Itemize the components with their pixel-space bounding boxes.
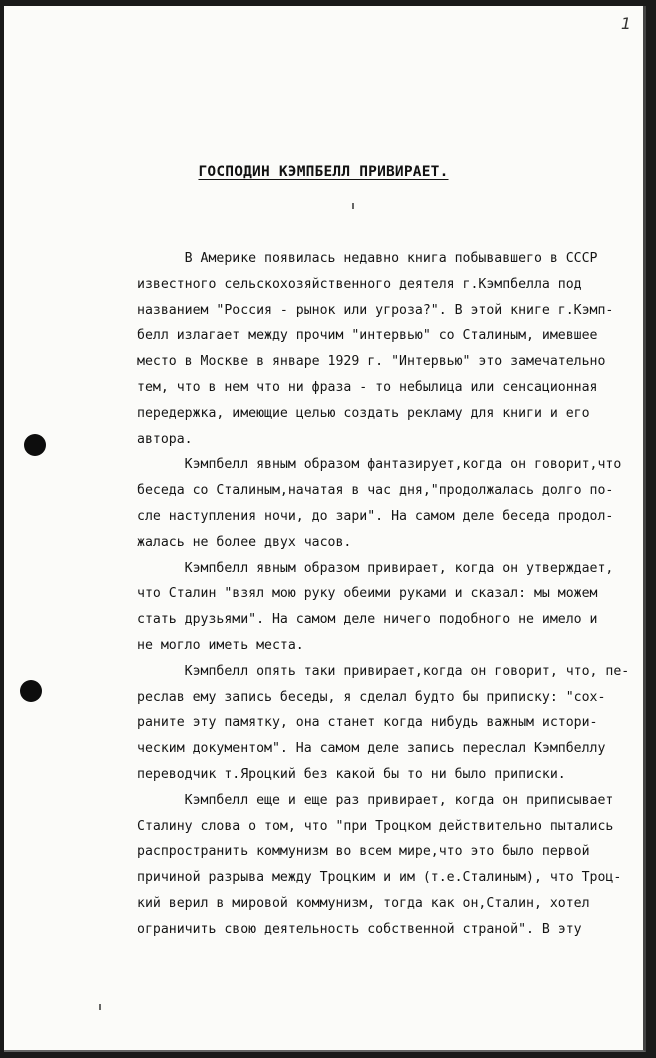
text-line: раните эту памятку, она станет когда нибудь важным истори- <box>137 715 598 731</box>
text-line: Кэмпбелл явным образом фантазирует,когда он говорит,что <box>137 457 622 473</box>
text-line: что Сталин "взял мою руку обеими руками и сказал: мы можем <box>137 586 598 602</box>
text-line: Сталину слова о том, что "при Троцком действительно пытались <box>137 818 614 834</box>
text-line: сле наступления ночи, до зари". На самом деле беседа продол- <box>137 508 614 524</box>
text-line: В Америке появилась недавно книга побывавшего в СССР <box>137 251 598 266</box>
text-line: ческим документом". На самом деле запись переслал Кэмпбеллу <box>137 741 606 757</box>
text-line: автора. <box>137 431 193 447</box>
speck <box>99 1004 101 1010</box>
text-line: жалась не более двух часов. <box>137 534 352 550</box>
text-line: Кэмпбелл еще и еще раз привирает, когда он приписывает <box>137 792 614 808</box>
speck <box>352 203 354 209</box>
text-line: Кэмпбелл опять таки привирает,когда он говорит, что, пе- <box>137 663 630 679</box>
text-line: Кэмпбелл явным образом привирает, когда он утверждает, <box>137 560 614 576</box>
text-line: тем, что в нем что ни фраза - то небылица или сенсационная <box>137 379 598 395</box>
text-line: причиной разрыва между Троцким и им (т.е.Сталиным), что Троц- <box>137 870 622 886</box>
text-line: передержка, имеющие целью создать рекламу для книги и его <box>137 405 590 421</box>
text-line: стать друзьями". На самом деле ничего подобного не имело и <box>137 612 598 628</box>
text-line: ограничить свою деятельность собственной страной". В эту <box>137 921 582 937</box>
text-line: распространить коммунизм во всем мире,что это было первой <box>137 844 590 860</box>
text-line: известного сельскохозяйственного деятеля г.Кэмпбелла под <box>137 276 582 292</box>
text-line: беседа со Сталиным,начатая в час дня,"продолжалась долго по- <box>137 483 614 499</box>
document-title: ГОСПОДИН КЭМПБЕЛЛ ПРИВИРАЕТ. <box>198 164 449 180</box>
text-line: кий верил в мировой коммунизм, тогда как он,Сталин, хотел <box>137 895 590 911</box>
document-body <box>137 246 629 943</box>
text-line: белл излагает между прочим "интервью" со Сталиным, имевшее <box>137 328 598 344</box>
text-line: названием "Россия - рынок или угроза?". В этой книге г.Кэмп- <box>137 302 614 318</box>
document-page <box>4 6 646 1052</box>
punch-hole <box>24 434 46 456</box>
punch-hole <box>20 680 42 702</box>
text-line: переводчик т.Яроцкий без какой бы то ни было приписки. <box>137 766 566 782</box>
text-line: не могло иметь места. <box>137 637 304 653</box>
page-number-mark: 1 <box>620 14 631 33</box>
text-line: реслав ему запись беседы, я сделал будто бы приписку: "сох- <box>137 689 606 705</box>
text-line: место в Москве в январе 1929 г. "Интервью" это замечательно <box>137 354 606 370</box>
